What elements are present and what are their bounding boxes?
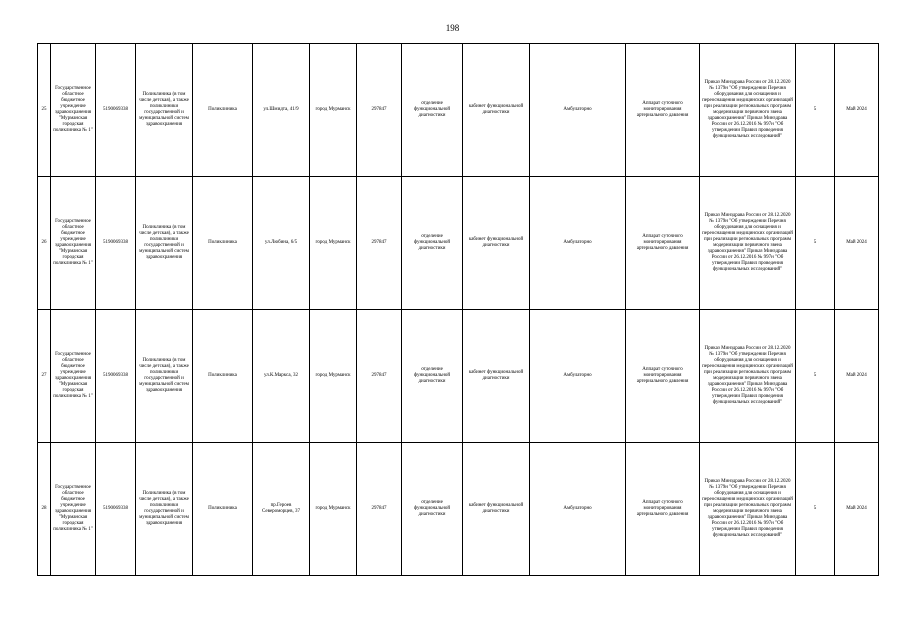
facility-name: Поликлиника: [193, 443, 253, 576]
oktmo-code: 297847: [357, 44, 402, 177]
care-form: Амбулаторно: [530, 310, 626, 443]
inn-code: 5190069338: [96, 44, 136, 177]
delivery-date: Май 2024: [835, 177, 879, 310]
quantity: 5: [796, 177, 835, 310]
page-number: 198: [445, 23, 460, 33]
row-number: 28: [38, 443, 51, 576]
care-form: Амбулаторно: [530, 443, 626, 576]
organization-name: Государственное областное бюджетное учреждение здравоохранения "Мурманская городская поликлиника № 1": [51, 443, 96, 576]
city: город Мурманск: [310, 177, 357, 310]
legal-act: Приказ Минздрава России от 28.12.2020 № 1379н "Об утверждении Перечня оборудования для оснащения и переоснащения медицинских организаций при реализации региональных программ модернизации первичного звена здравоохранения" Приказ Минздрава России от 26.12.2016 № 997н "Об утверждении Правил проведения функциональных исследований": [700, 443, 796, 576]
room: кабинет функциональной диагностики: [463, 310, 530, 443]
equipment-table: [37, 43, 879, 576]
device-name: Аппарат суточного мониторирования артериального давления: [626, 443, 700, 576]
facility-name: Поликлиника: [193, 177, 253, 310]
device-name: Аппарат суточного мониторирования артериального давления: [626, 177, 700, 310]
delivery-date: Май 2024: [835, 443, 879, 576]
table-row: [38, 310, 879, 443]
department: отделение функциональной диагностики: [402, 177, 463, 310]
quantity: 5: [796, 310, 835, 443]
address: ул.К.Маркса, 32: [253, 310, 310, 443]
inn-code: 5190069338: [96, 443, 136, 576]
organization-name: Государственное областное бюджетное учреждение здравоохранения "Мурманская городская поликлиника № 1": [51, 44, 96, 177]
quantity: 5: [796, 443, 835, 576]
department: отделение функциональной диагностики: [402, 443, 463, 576]
legal-act: Приказ Минздрава России от 28.12.2020 № 1379н "Об утверждении Перечня оборудования для оснащения и переоснащения медицинских организаций при реализации региональных программ модернизации первичного звена здравоохранения" Приказ Минздрава России от 26.12.2016 № 997н "Об утверждении Правил проведения функциональных исследований": [700, 44, 796, 177]
address: ул.Любина, 6/5: [253, 177, 310, 310]
inn-code: 5190069338: [96, 177, 136, 310]
row-number: 25: [38, 44, 51, 177]
quantity: 5: [796, 44, 835, 177]
city: город Мурманск: [310, 443, 357, 576]
facility-type: Поликлиника (в том числе детская), а также поликлиники государственной и муниципальной систем здравоохранения: [136, 44, 193, 177]
address: пр.Героев Североморцев, 37: [253, 443, 310, 576]
room: кабинет функциональной диагностики: [463, 443, 530, 576]
organization-name: Государственное областное бюджетное учреждение здравоохранения "Мурманская городская поликлиника № 1": [51, 177, 96, 310]
facility-type: Поликлиника (в том числе детская), а также поликлиники государственной и муниципальной систем здравоохранения: [136, 443, 193, 576]
care-form: Амбулаторно: [530, 177, 626, 310]
city: город Мурманск: [310, 44, 357, 177]
facility-type: Поликлиника (в том числе детская), а также поликлиники государственной и муниципальной систем здравоохранения: [136, 177, 193, 310]
table-row: [38, 177, 879, 310]
room: кабинет функциональной диагностики: [463, 177, 530, 310]
table-row: [38, 443, 879, 576]
facility-name: Поликлиника: [193, 44, 253, 177]
department: отделение функциональной диагностики: [402, 310, 463, 443]
legal-act: Приказ Минздрава России от 28.12.2020 № 1379н "Об утверждении Перечня оборудования для оснащения и переоснащения медицинских организаций при реализации региональных программ модернизации первичного звена здравоохранения" Приказ Минздрава России от 26.12.2016 № 997н "Об утверждении Правил проведения функциональных исследований": [700, 310, 796, 443]
organization-name: Государственное областное бюджетное учреждение здравоохранения "Мурманская городская поликлиника № 1": [51, 310, 96, 443]
row-number: 27: [38, 310, 51, 443]
delivery-date: Май 2024: [835, 310, 879, 443]
facility-type: Поликлиника (в том числе детская), а также поликлиники государственной и муниципальной систем здравоохранения: [136, 310, 193, 443]
row-number: 26: [38, 177, 51, 310]
device-name: Аппарат суточного мониторирования артериального давления: [626, 44, 700, 177]
facility-name: Поликлиника: [193, 310, 253, 443]
table-row: [38, 44, 879, 177]
inn-code: 5190069338: [96, 310, 136, 443]
room: кабинет функциональной диагностики: [463, 44, 530, 177]
oktmo-code: 297847: [357, 443, 402, 576]
legal-act: Приказ Минздрава России от 28.12.2020 № 1379н "Об утверждении Перечня оборудования для оснащения и переоснащения медицинских организаций при реализации региональных программ модернизации первичного звена здравоохранения" Приказ Минздрава России от 26.12.2016 № 997н "Об утверждении Правил проведения функциональных исследований": [700, 177, 796, 310]
delivery-date: Май 2024: [835, 44, 879, 177]
table-body: [38, 44, 879, 576]
address: ул.Шмидта, 41/9: [253, 44, 310, 177]
care-form: Амбулаторно: [530, 44, 626, 177]
city: город Мурманск: [310, 310, 357, 443]
oktmo-code: 297847: [357, 310, 402, 443]
oktmo-code: 297847: [357, 177, 402, 310]
device-name: Аппарат суточного мониторирования артериального давления: [626, 310, 700, 443]
department: отделение функциональной диагностики: [402, 44, 463, 177]
